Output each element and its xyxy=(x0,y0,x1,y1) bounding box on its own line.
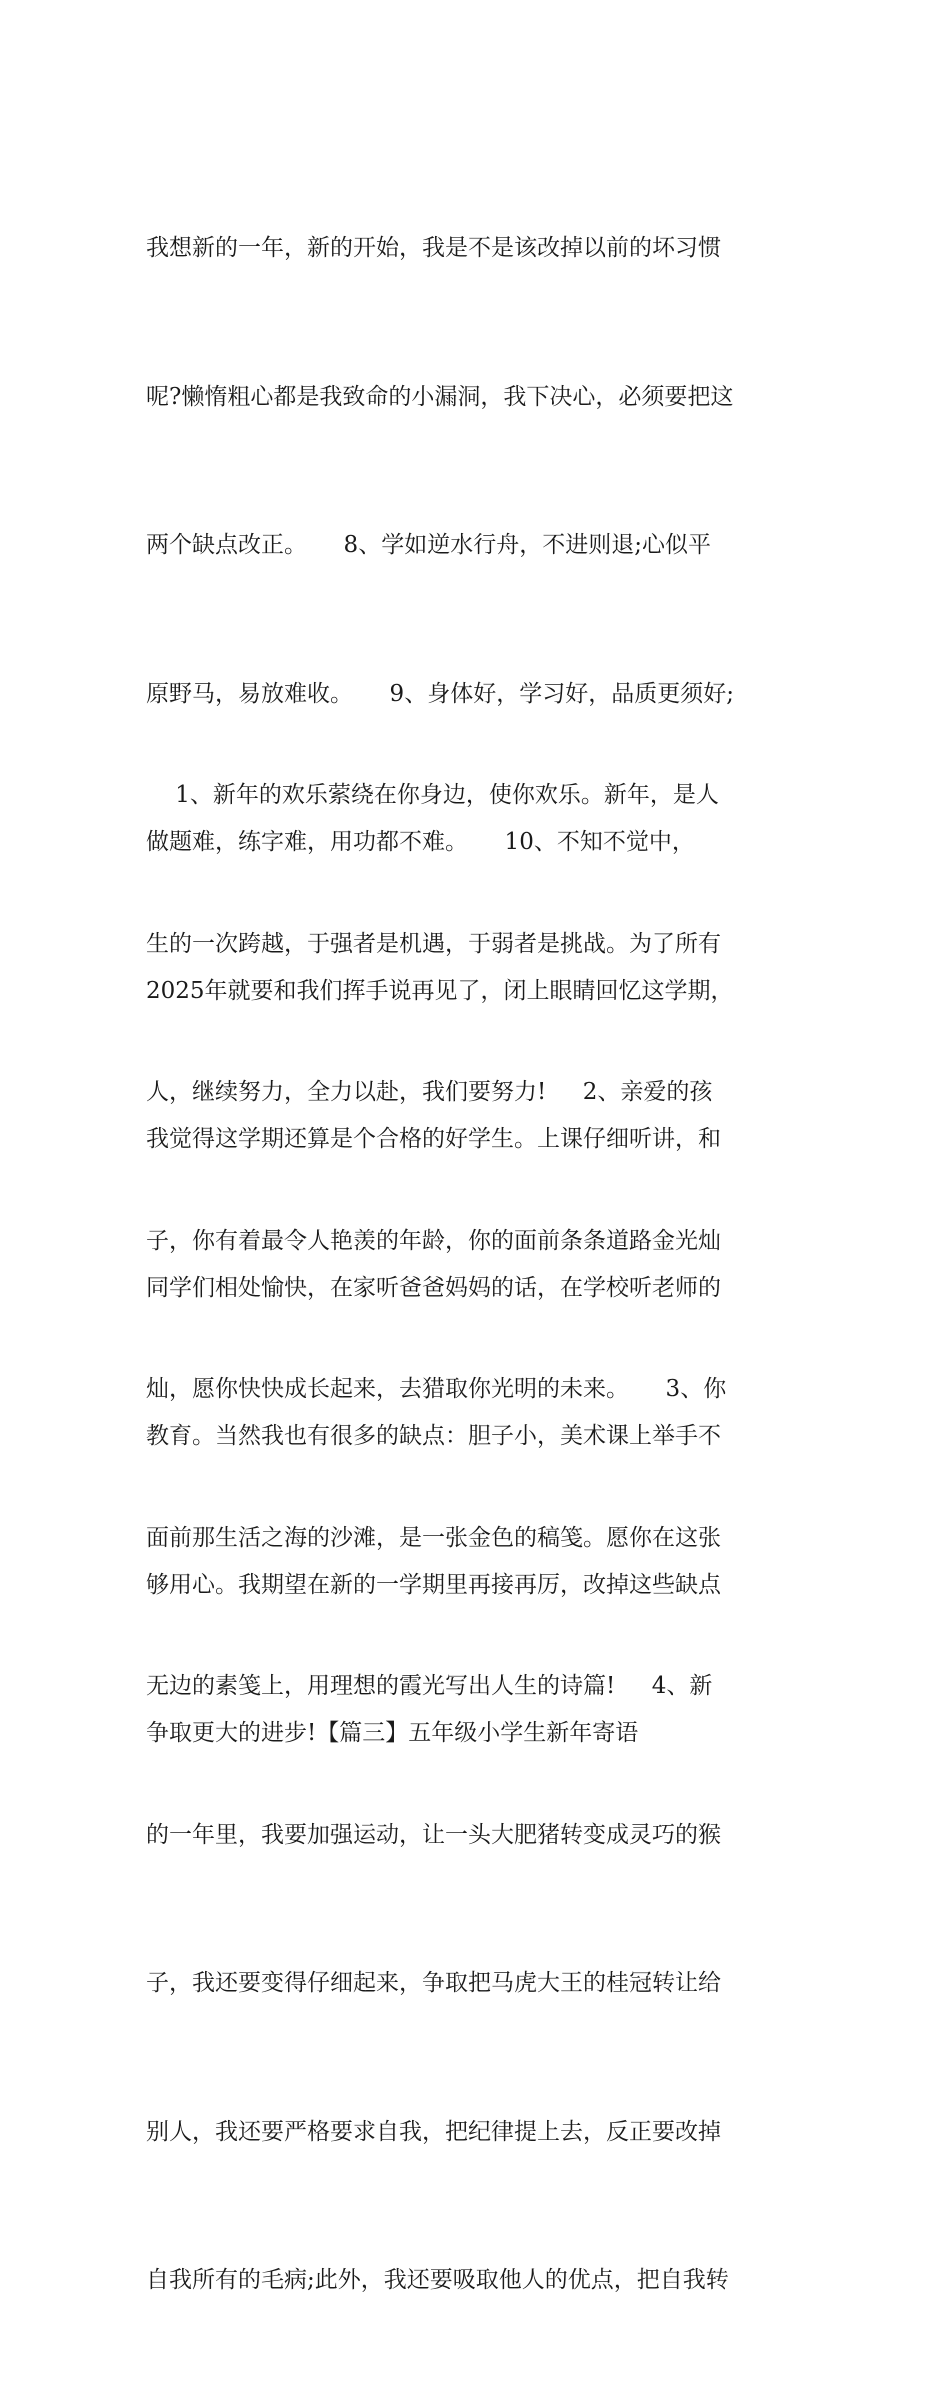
text-line: 同学们相处愉快，在家听爸爸妈妈的话，在学校听老师的 xyxy=(146,1274,721,1301)
text-line: 我想新的一年，新的开始，我是不是该改掉以前的坏习惯 xyxy=(146,235,721,261)
text-line: 争取更大的进步!【篇三】五年级小学生新年寄语 xyxy=(146,1720,639,1746)
text-line: 我觉得这学期还算是个合格的好学生。上课仔细听讲，和 xyxy=(146,1126,721,1152)
text-line: 教育。当然我也有很多的缺点：胆子小，美术课上举手不 xyxy=(146,1423,721,1449)
text-line: 灿，愿你快快成长起来，去猎取你光明的未来。 3、你 xyxy=(146,1376,727,1402)
text-line: 人，继续努力，全力以赴，我们要努力! 2、亲爱的孩 xyxy=(146,1079,713,1105)
text-block-2 xyxy=(146,672,816,2405)
text-line: 子，我还要变得仔细起来，争取把马虎大王的桂冠转让给 xyxy=(146,1970,721,1996)
text-line: 别人，我还要严格要求自我，把纪律提上去，反正要改掉 xyxy=(146,2118,721,2145)
text-line: 原野马，易放难收。 9、身体好，学习好，品质更须好; xyxy=(146,680,734,707)
text-line: 做题难，练字难，用功都不难。 10、不知不觉中， xyxy=(146,829,695,855)
text-line: 子，你有着最令人艳羡的年龄，你的面前条条道路金光灿 xyxy=(146,1227,721,1254)
text-line: 无边的素笺上，用理想的霞光写出人生的诗篇! 4、新 xyxy=(146,1673,713,1699)
text-line: 自我所有的毛病;此外，我还要吸取他人的优点，把自我转 xyxy=(146,2267,729,2293)
text-line: 两个缺点改正。 8、学如逆水行舟，不进则退;心似平 xyxy=(146,532,711,558)
text-line: 呢?懒惰粗心都是我致命的小漏洞，我下决心，必须要把这 xyxy=(146,383,734,410)
text-line: 1、新年的欢乐萦绕在你身边，使你欢乐。新年，是人 xyxy=(146,782,719,808)
text-line: 的一年里，我要加强运动，让一头大肥猪转变成灵巧的猴 xyxy=(146,1821,721,1848)
text-line: 面前那生活之海的沙滩，是一张金色的稿笺。愿你在这张 xyxy=(146,1524,721,1551)
text-line: 生的一次跨越，于强者是机遇，于弱者是挑战。为了所有 xyxy=(146,930,721,957)
text-line: 够用心。我期望在新的一学期里再接再厉，改掉这些缺点 xyxy=(146,1571,721,1598)
text-line: 2025年就要和我们挥手说再见了，闭上眼睛回忆这学期， xyxy=(146,977,734,1004)
